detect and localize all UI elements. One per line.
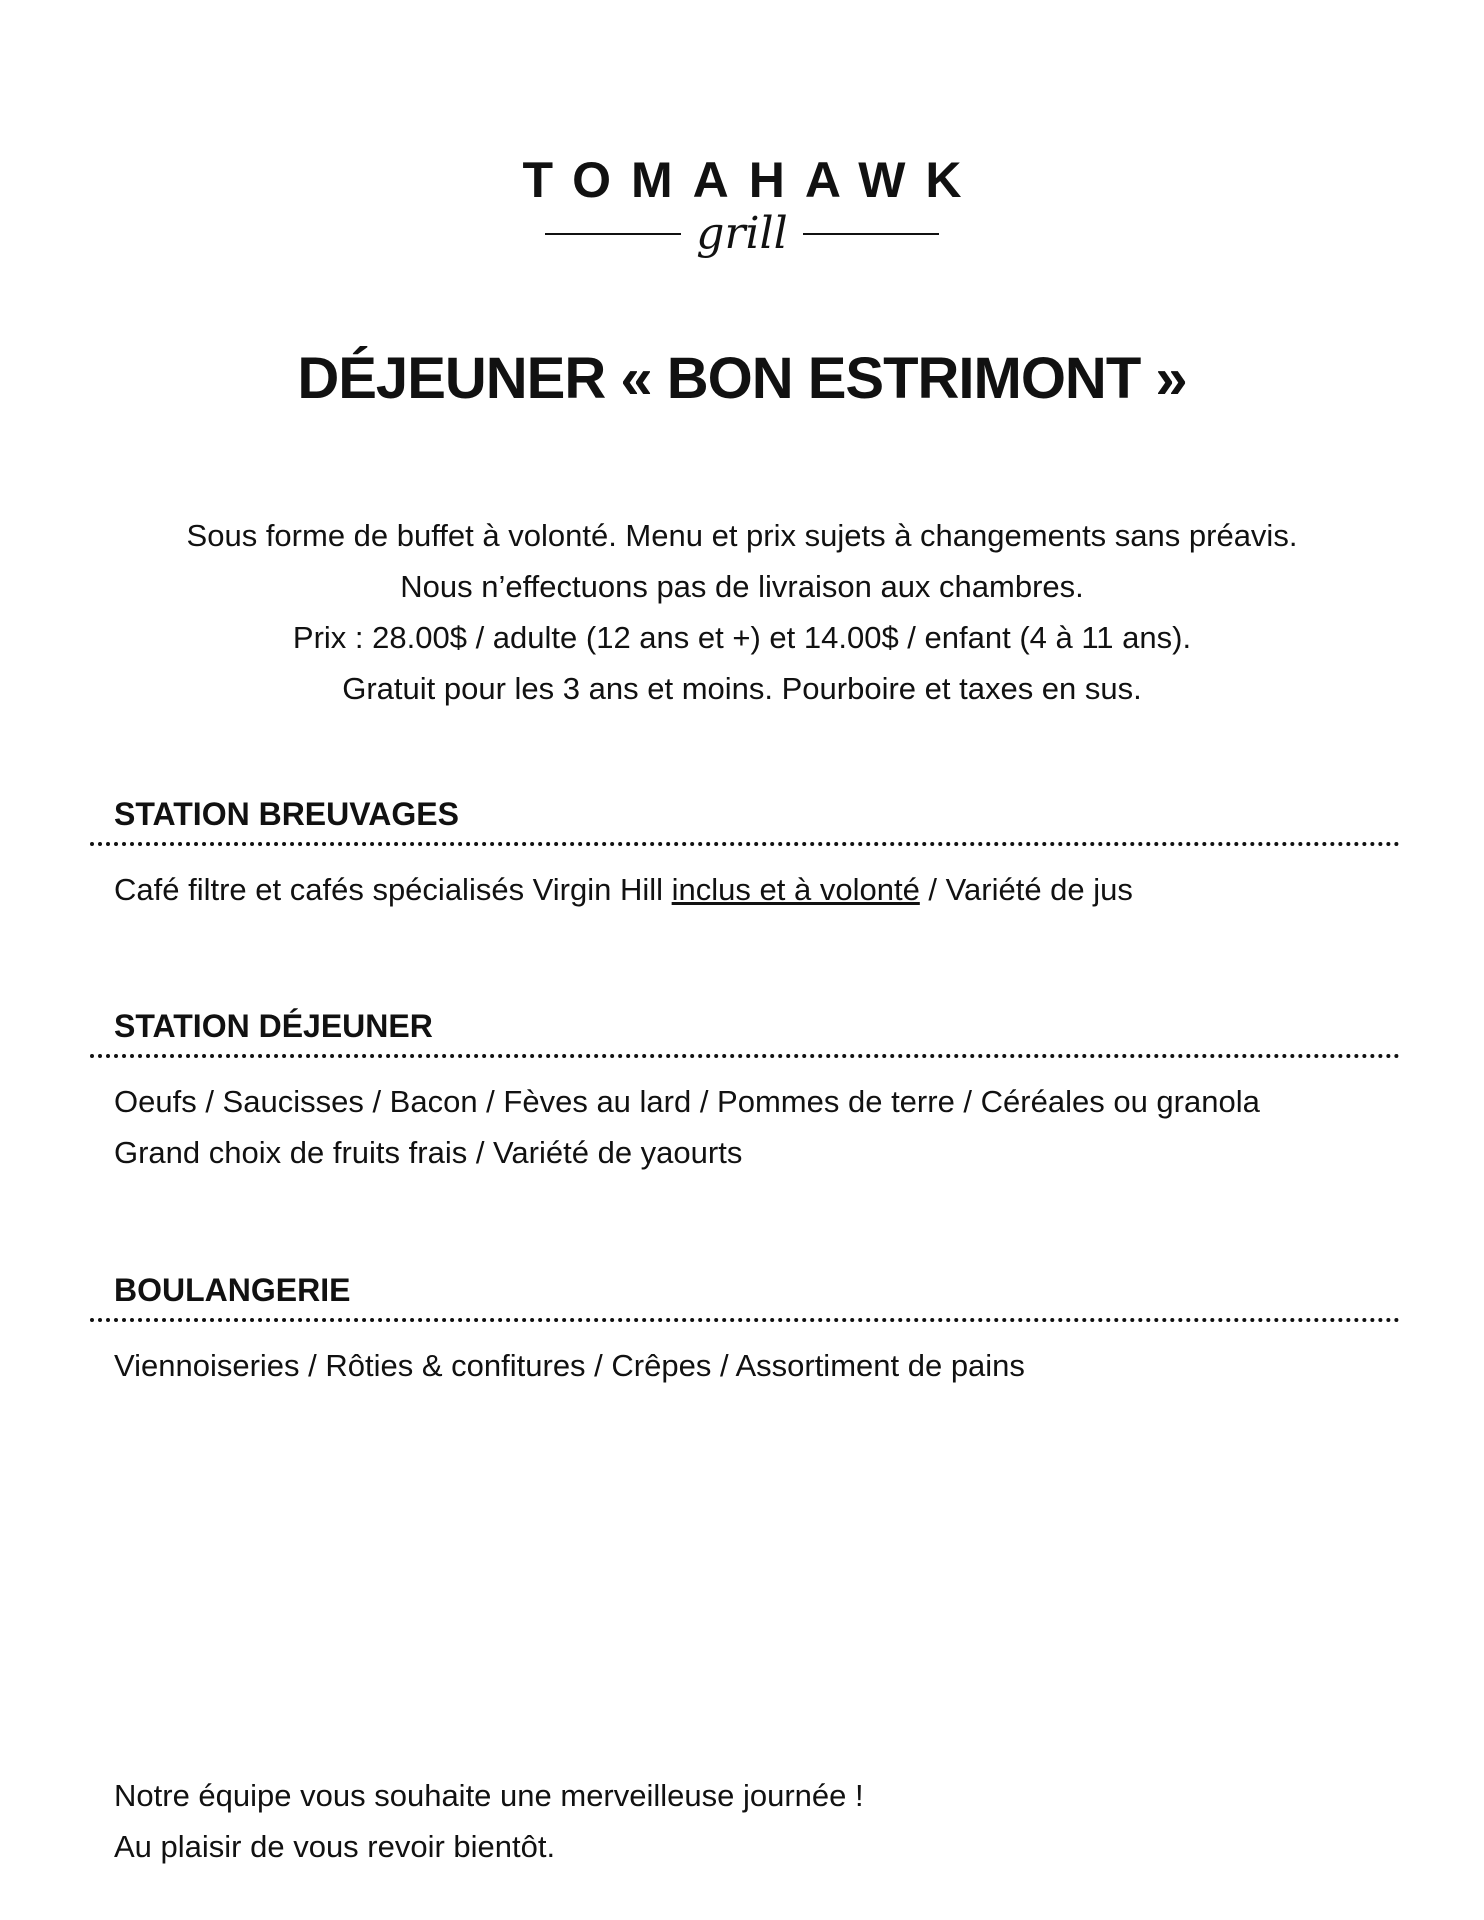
section-title: BOULANGERIE [114, 1272, 351, 1308]
logo-wordmark: TOMAHAWK [522, 152, 982, 208]
dotted-divider [90, 1054, 1400, 1058]
included-note: inclus et à volonté [671, 872, 920, 907]
intro-line: Gratuit pour les 3 ans et moins. Pourboire et taxes en sus. [342, 671, 1142, 706]
intro-line: Nous n’effectuons pas de livraison aux chambres. [400, 569, 1084, 604]
page-title: DÉJEUNER « BON ESTRIMONT » [297, 346, 1187, 411]
logo-rule-right [803, 233, 939, 235]
closing-line: Notre équipe vous souhaite une merveilleuse journée ! [114, 1778, 864, 1813]
logo-script-grill: grill [696, 208, 788, 259]
section-title: STATION BREUVAGES [114, 796, 459, 832]
closing-message [114, 1770, 864, 1872]
menu-line-text: Café filtre et cafés spécialisés Virgin Hill [114, 872, 672, 907]
menu-line [114, 864, 1133, 915]
section-title: STATION DÉJEUNER [114, 1008, 433, 1044]
section-items [114, 864, 1133, 915]
intro-text [0, 510, 1484, 714]
logo-rule-left [545, 233, 681, 235]
closing-line: Au plaisir de vous revoir bientôt. [114, 1829, 556, 1864]
menu-line: Oeufs / Saucisses / Bacon / Fèves au lard / Pommes de terre / Céréales ou granola [114, 1084, 1260, 1119]
menu-line: Grand choix de fruits frais / Variété de yaourts [114, 1135, 743, 1170]
section-items [114, 1076, 1260, 1178]
dotted-divider [90, 842, 1400, 846]
intro-line: Sous forme de buffet à volonté. Menu et prix sujets à changements sans préavis. [186, 518, 1298, 553]
dotted-divider [90, 1318, 1400, 1322]
intro-line: Prix : 28.00$ / adulte (12 ans et +) et 14.00$ / enfant (4 à 11 ans). [292, 620, 1192, 655]
restaurant-logo [0, 140, 1484, 280]
menu-line: Viennoiseries / Rôties & confitures / Crêpes / Assortiment de pains [114, 1348, 1025, 1383]
menu-line-text: / Variété de jus [919, 872, 1133, 907]
section-items [114, 1340, 1025, 1391]
